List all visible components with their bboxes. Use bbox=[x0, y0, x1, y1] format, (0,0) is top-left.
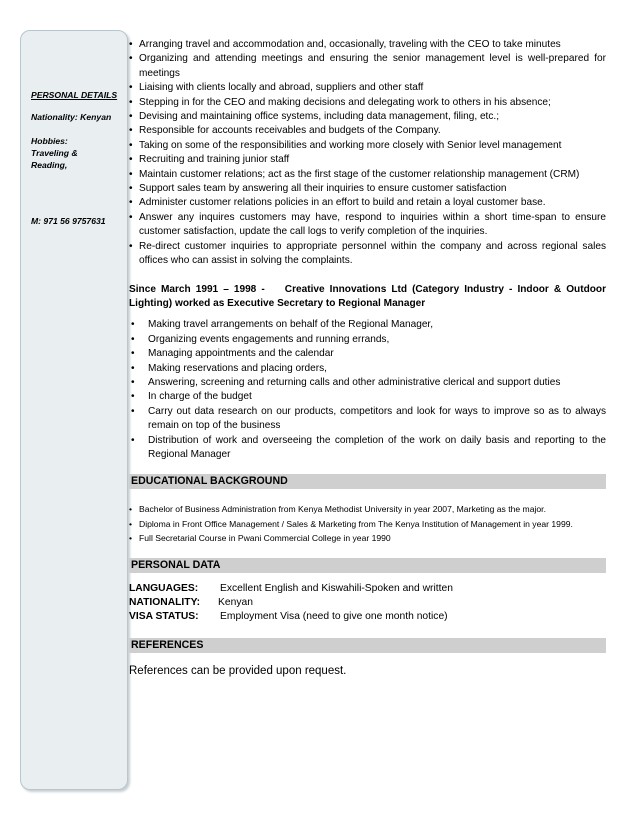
job-heading: Since March 1991 – 1998 - Creative Innovations Ltd (Category Industry - Indoor & Outdoor Lighting) worked as Executive Secretary to Regional Manager bbox=[129, 283, 609, 309]
visa-row bbox=[129, 610, 606, 624]
languages-value: Excellent English and Kiswahili-Spoken and written bbox=[220, 582, 453, 594]
sidebar-mobile: M: 971 56 9757631 bbox=[31, 216, 106, 226]
education-item: • Diploma in Front Office Management / Sales & Marketing from The Kenya Institution of Management in year 1999. bbox=[129, 517, 606, 531]
duty-item: • Arranging travel and accommodation and, occasionally, traveling with the CEO to take minutes bbox=[129, 38, 606, 52]
main-content bbox=[129, 38, 609, 678]
duty-item: • Taking on some of the responsibilities and working more closely with Senior level management bbox=[129, 139, 606, 153]
nationality-label: NATIONALITY: bbox=[129, 596, 201, 608]
sidebar-hobbies-line-2: Reading, bbox=[31, 160, 68, 170]
languages-label: LANGUAGES: bbox=[129, 582, 199, 594]
nationality-value: Kenyan bbox=[218, 596, 253, 608]
references-heading: REFERENCES bbox=[129, 638, 606, 653]
duty-item: • Re-direct customer inquiries to appropriate personnel within the company and across regional sales offices who can assist in solving the complaints. bbox=[129, 240, 606, 269]
duty-item: • Recruiting and training junior staff bbox=[129, 153, 606, 167]
duty-item: • Liaising with clients locally and abroad, suppliers and other staff bbox=[129, 81, 606, 95]
sidebar-hobbies-label: Hobbies: bbox=[31, 136, 68, 146]
job-duty-item: • Making reservations and placing orders, bbox=[129, 362, 606, 376]
duty-item: • Maintain customer relations; act as the first stage of the customer relationship management (CRM) bbox=[129, 168, 606, 182]
education-heading: EDUCATIONAL BACKGROUND bbox=[129, 474, 606, 489]
job-duty-item: • Answering, screening and returning calls and other administrative clerical and support duties bbox=[129, 376, 606, 390]
duty-item: • Organizing and attending meetings and ensuring the senior management level is well-prepared for meetings bbox=[129, 52, 606, 81]
sidebar-hobbies-line-1: Traveling & bbox=[31, 148, 78, 158]
job-duty-item: • Carry out data research on our products, competitors and look for ways to improve so as to always remain on top of the business bbox=[129, 405, 606, 434]
visa-label: VISA STATUS: bbox=[129, 610, 199, 622]
personal-details-title: PERSONAL DETAILS bbox=[31, 90, 118, 100]
job-duties-list bbox=[129, 318, 606, 462]
education-list bbox=[129, 502, 606, 545]
job-duty-item: • Organizing events engagements and running errands, bbox=[129, 333, 606, 347]
personal-data-heading: PERSONAL DATA bbox=[129, 558, 606, 573]
job-duty-item: • In charge of the budget bbox=[129, 390, 606, 404]
job-duty-item: • Managing appointments and the calendar bbox=[129, 347, 606, 361]
sidebar-nationality: Nationality: Kenyan bbox=[31, 112, 112, 122]
duty-item: • Answer any inquires customers may have, respond to inquiries within a short time-span to ensure customer satisfaction, update the call logs to verify completion of the inquiries. bbox=[129, 211, 606, 240]
languages-row bbox=[129, 582, 606, 596]
personal-data-block bbox=[129, 582, 606, 624]
duty-item: • Support sales team by answering all their inquiries to ensure customer satisfaction bbox=[129, 182, 606, 196]
duties-list bbox=[129, 38, 606, 269]
duty-item: • Administer customer relations policies in an effort to build and retain a loyal customer base. bbox=[129, 196, 606, 210]
education-item: • Bachelor of Business Administration from Kenya Methodist University in year 2007, Marketing as the major. bbox=[129, 502, 606, 516]
duty-item: • Stepping in for the CEO and making decisions and delegating work to others in his absence; bbox=[129, 96, 606, 110]
duty-item: • Responsible for accounts receivables and budgets of the Company. bbox=[129, 124, 606, 138]
visa-value: Employment Visa (need to give one month notice) bbox=[220, 610, 448, 622]
education-item: • Full Secretarial Course in Pwani Commercial College in year 1990 bbox=[129, 531, 606, 545]
duty-item: • Devising and maintaining office systems, including data management, filing, etc.; bbox=[129, 110, 606, 124]
job-duty-item: • Distribution of work and overseeing the completion of the work on daily basis and reporting to the Regional Manager bbox=[129, 434, 606, 463]
references-text: References can be provided upon request. bbox=[129, 664, 347, 677]
nationality-row bbox=[129, 596, 606, 610]
job-duty-item: • Making travel arrangements on behalf of the Regional Manager, bbox=[129, 318, 606, 332]
